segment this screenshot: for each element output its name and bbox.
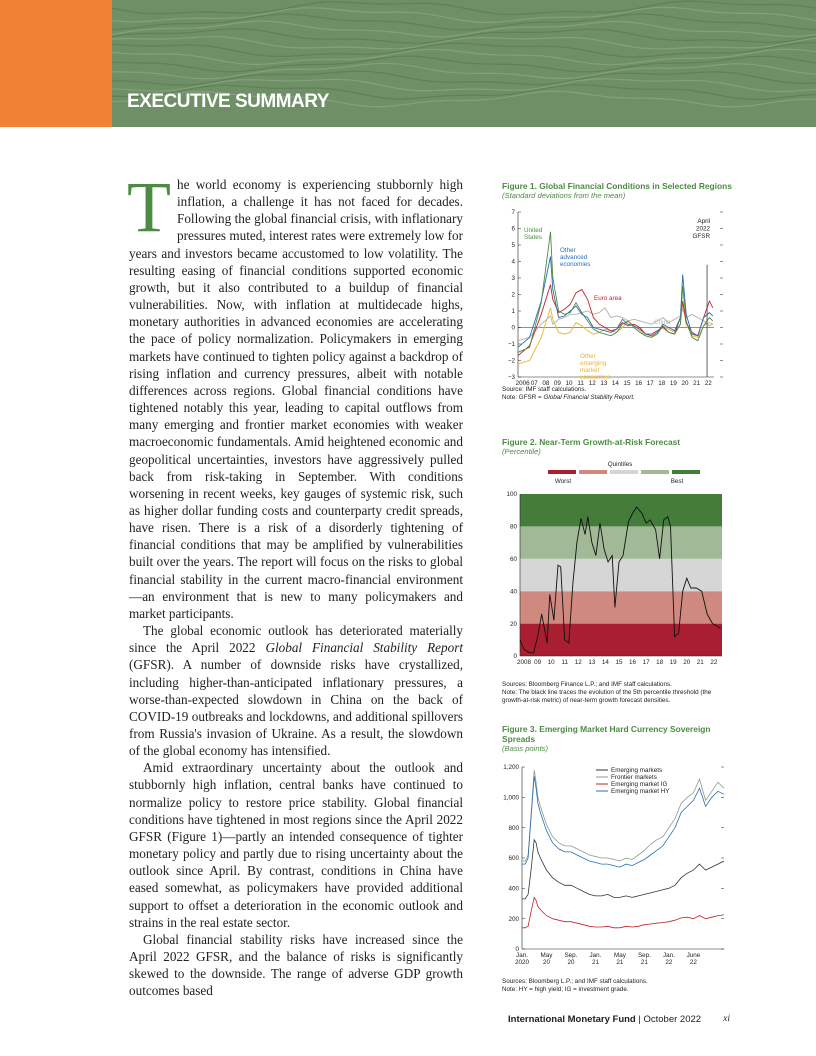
banner-wave-line: [112, 1, 816, 15]
figure-1-series-label-oae: advanced: [560, 254, 588, 261]
banner-wave-line: [112, 7, 816, 22]
figure-1-chart: [502, 200, 732, 386]
figure-3-x-tick-label-month: June: [686, 952, 701, 959]
figure-1-y-tick-label: 5: [511, 242, 515, 250]
figure-1-series-label-oem: Other: [580, 353, 596, 360]
figure-1-x-tick-label: 14: [611, 380, 619, 386]
page-title: EXECUTIVE SUMMARY: [127, 91, 329, 112]
paragraph-2-text-a: The global economic outlook has deteriorated materially since the April 2022: [129, 623, 463, 656]
figure-1-series-label-oae: economies: [560, 261, 591, 268]
figure-1-marker-label: 2022: [695, 225, 710, 233]
figure-3: [502, 724, 732, 994]
figure-1-x-tick-label: 15: [623, 380, 631, 386]
figure-1-y-tick-label: −1: [507, 341, 515, 349]
figure-1-note-prefix: Note: GFSR =: [502, 394, 544, 401]
figure-2-band: [520, 526, 722, 558]
figure-2-source: Sources: Bloomberg Finance L.P.; and IMF staff calculations.: [502, 681, 672, 688]
figure-1-y-tick-label: 3: [511, 275, 515, 283]
figure-3-x-tick-label-month: Jan.: [589, 952, 602, 959]
figure-2-legend-worst: Worst: [554, 478, 572, 485]
banner-wave-line: [112, 43, 816, 58]
page-number: xi: [723, 1014, 730, 1024]
figure-3-chart: [502, 753, 732, 978]
figure-3-series-line: [522, 840, 724, 899]
figure-3-x-tick-label-month: May: [540, 952, 553, 959]
figure-3-legend-label: Emerging markets: [611, 767, 663, 775]
banner-accent: [0, 0, 112, 127]
figure-2-band: [520, 494, 722, 526]
paragraph-2-text-b: (GFSR). A number of downside risks have crystallized, including higher-than-anticipated inflationary pressures, a worse-than-expected slowdown in China on the back of COVID-19 outbreaks and lockdowns, and additional spillovers from Russia's invasion of Ukraine. As a result, the slowdown of the global economy has intensified.: [129, 657, 463, 759]
figure-1-y-tick-label: 1: [511, 308, 515, 316]
figure-1-x-tick-label: 07: [530, 380, 538, 386]
figure-1-subtitle: (Standard deviations from the mean): [502, 191, 626, 200]
figure-2-x-tick-label: 17: [642, 659, 650, 666]
paragraph-2: [129, 622, 463, 759]
figure-3-x-tick-label-year: 20: [542, 959, 550, 966]
figure-2-x-tick-label: 11: [561, 659, 569, 666]
figure-2-x-tick-label: 19: [669, 659, 677, 666]
paragraph-4: Global financial stability risks have increased since the April 2022 GFSR, and the balance of risks is significantly skewed to the downside. The range of adverse GDP growth outcomes based: [129, 931, 463, 999]
figure-1-series-label-us: States: [524, 234, 542, 241]
figure-2-y-tick-label: 100: [506, 491, 517, 499]
figure-2-legend-swatch: [672, 470, 700, 474]
figure-3-x-tick-label-year: 22: [665, 959, 673, 966]
figure-2-band: [520, 624, 722, 656]
figure-2-y-tick-label: 60: [509, 556, 517, 563]
drop-cap: T: [127, 167, 171, 247]
footer-publisher: International Monetary Fund: [508, 1014, 636, 1025]
figure-1-note-italic: Global Financial Stability Report.: [543, 394, 635, 401]
figure-2-x-tick-label: 20: [683, 659, 691, 666]
figure-2-x-tick-label: 10: [547, 659, 555, 666]
figure-3-x-tick-label-year: 20: [567, 959, 575, 966]
figure-2-title: Figure 2. Near-Term Growth-at-Risk Forecast: [502, 437, 681, 447]
figure-3-x-tick-label-year: 2020: [514, 959, 530, 966]
figure-1-x-tick-label: 19: [669, 380, 677, 386]
paragraph-1-text: he world economy is experiencing stubbornly high inflation, a challenge it has not faced for decades. Following the global financial crisis, with inflationary pressures muted, interest rates were extremely low for years and investors became accustomed to low volatility. The resulting easing of financial conditions supported economic growth, but it also contributed to a buildup of financial vulnerabilities. Now, with inflation at multidecade highs, monetary authorities in advanced economies are accelerating the pace of policy normalization. Policymakers in emerging markets have continued to tighten policy against a backdrop of rising inflation and currency pressures, albeit with notable differences across regions. Global financial conditions have tightened notably this year, leading to capital outflows from many emerging and frontier market economies with weaker macroeconomic fundamentals. Amid heightened economic and geopolitical uncertainties, investors have aggressively pulled back from risk-taking in September. With conditions worsening in recent weeks, key gauges of systemic risk, such as higher dollar funding costs and counterparty credit spreads, have risen. There is a risk of a disorderly tightening of financial conditions that may be amplified by vulnerabilities built over the years. The report will focus on the risks to global financial stability in the current macro-financial environment—an environment that is new to many policymakers and market participants.: [129, 177, 463, 621]
figure-3-source: Sources: Bloomberg L.P.; and IMF staff calculations.: [502, 978, 648, 985]
figure-2-x-tick-label: 14: [601, 659, 609, 666]
figure-1-series-label-us: United: [524, 227, 543, 234]
banner-wave-line: [112, 14, 816, 30]
figure-3-y-tick-label: 600: [508, 855, 519, 863]
figure-1-x-tick-label: 12: [588, 380, 596, 386]
figure-3-x-tick-label-month: Sep.: [637, 952, 651, 959]
figure-2-x-tick-label: 09: [534, 659, 542, 666]
figure-2-legend-swatch: [579, 470, 607, 474]
figure-1-series-us: [518, 232, 713, 352]
figure-3-legend-label: Emerging market IG: [611, 781, 668, 789]
figure-1-series-label-oem: market: [580, 367, 600, 374]
figure-2-band: [520, 559, 722, 591]
figure-1-source: Source: IMF staff calculations.: [502, 386, 587, 393]
paragraph-1: [127, 167, 463, 622]
figure-3-y-tick-label: 0: [515, 946, 519, 954]
figure-3-title: Figure 3. Emerging Market Hard Currency Sovereign Spreads: [502, 724, 711, 744]
figure-1-series-label-china: China: [654, 319, 671, 326]
figure-1-x-tick-label: 21: [693, 380, 701, 386]
figure-2-subtitle: (Percentile): [502, 447, 541, 456]
figure-3-y-tick-label: 800: [508, 824, 519, 832]
figure-2-y-tick-label: 0: [513, 653, 517, 661]
figure-1-y-tick-label: 0: [511, 324, 515, 332]
figure-2-legend-best: Best: [670, 478, 684, 485]
figure-3-subtitle: (Basis points): [502, 744, 549, 753]
figure-1-y-tick-label: 4: [511, 258, 515, 266]
figure-3-note: Note: HY = high yield; IG = investment grade.: [502, 986, 629, 993]
figure-3-x-tick-label-month: May: [613, 952, 626, 959]
figure-3-x-tick-label-year: 21: [591, 959, 599, 966]
figure-2-x-tick-label: 18: [656, 659, 664, 666]
figure-2-quintiles-label: Quintiles: [607, 461, 633, 468]
figure-3-y-tick-label: 1,000: [503, 794, 519, 802]
figure-3-x-tick-label-month: Sep.: [564, 952, 578, 959]
figure-1-x-tick-label: 11: [577, 380, 584, 386]
figure-2-x-tick-label: 12: [574, 659, 582, 666]
figure-2-y-tick-label: 20: [509, 620, 517, 628]
figure-1-series-china: [518, 308, 713, 341]
figure-3-x-tick-label-month: Jan.: [662, 952, 675, 959]
figure-2-y-tick-label: 80: [509, 523, 517, 531]
figure-1: [502, 181, 732, 402]
figure-2-x-tick-label: 22: [710, 659, 718, 666]
figure-1-x-tick-label: 13: [600, 380, 608, 386]
figure-1-title: Figure 1. Global Financial Conditions in Selected Regions: [502, 181, 732, 191]
figure-3-y-tick-label: 400: [508, 885, 519, 893]
footer-date: October 2022: [643, 1014, 702, 1025]
figure-1-marker-label: GFSR: [692, 233, 710, 240]
body-text: [127, 167, 463, 1000]
figure-2-legend-swatch: [641, 470, 669, 474]
figure-2-x-tick-label: 16: [629, 659, 637, 666]
figure-2: [502, 437, 732, 705]
footer-credit: International Monetary Fund | October 2022: [508, 1014, 702, 1025]
figure-1-x-tick-label: 20: [681, 380, 689, 386]
figure-1-x-tick-label: 09: [553, 380, 561, 386]
figure-3-legend-label: Frontier markets: [611, 774, 657, 782]
figure-1-series-label-euro: Euro area: [594, 295, 622, 302]
banner-wave-line: [112, 29, 816, 44]
banner-wave-line: [112, 21, 816, 37]
report-title-italic: Global Financial Stability Report: [265, 640, 463, 656]
banner-wave-line: [112, 56, 816, 72]
figure-1-y-tick-label: 7: [511, 209, 515, 217]
figure-1-x-tick-label: 22: [704, 380, 712, 386]
figure-1-x-tick-label: 16: [635, 380, 643, 386]
figure-1-y-tick-label: 6: [511, 225, 515, 233]
paragraph-3: Amid extraordinary uncertainty about the outlook and stubbornly high inflation, central banks have continued to normalize policy to restore price stability. Global financial conditions have tightened in most regions since the April 2022 GFSR (Figure 1)—partly an intended consequence of tighter monetary policy and partly due to rising uncertainty about the outlook since April. By contrast, conditions in China have eased somewhat, as policymakers have provided additional support to offset a deterioration in the economic outlook and strains in the real estate sector.: [129, 760, 463, 930]
figure-1-series-label-oem: emerging: [580, 360, 607, 367]
figure-1-x-tick-label: 17: [646, 380, 654, 386]
figure-2-note: Note: The black line traces the evolution of the 5th percentile threshold (the growth-at-risk metric) of near-term growth forecast densities.: [502, 689, 712, 704]
figure-1-note: [502, 394, 732, 402]
figure-1-y-tick-label: 2: [511, 291, 515, 299]
figure-1-y-tick-label: −2: [507, 357, 515, 365]
figure-1-series-label-oae: Other: [560, 247, 576, 254]
figure-2-x-tick-label: 15: [615, 659, 623, 666]
figure-1-series-label-oem: economies: [580, 374, 611, 381]
figure-3-x-tick-label-year: 21: [616, 959, 624, 966]
figure-2-legend-swatch: [548, 470, 576, 474]
figure-3-x-tick-label-year: 22: [689, 959, 697, 966]
figure-3-legend-label: Emerging market HY: [611, 788, 670, 796]
figure-1-x-tick-label: 08: [542, 380, 550, 386]
figure-1-marker-label: April: [697, 218, 710, 225]
figure-1-y-tick-label: −3: [507, 374, 515, 382]
figure-1-x-tick-label: 18: [658, 380, 666, 386]
figure-2-x-tick-label: 21: [696, 659, 704, 666]
figure-1-x-tick-label: 10: [565, 380, 573, 386]
figure-3-x-tick-label-year: 21: [640, 959, 648, 966]
figure-2-legend-swatch: [610, 470, 638, 474]
figure-3-x-tick-label-month: Jan.: [516, 952, 528, 959]
figure-1-x-tick-label: 2006: [515, 380, 530, 386]
figure-2-y-tick-label: 40: [509, 588, 517, 596]
header-banner: [0, 0, 816, 127]
page-footer: [508, 1014, 730, 1025]
figure-3-series-line: [522, 897, 724, 927]
figure-2-x-tick-label: 2008: [517, 659, 532, 666]
figure-2-x-tick-label: 13: [588, 659, 596, 666]
figure-3-y-tick-label: 200: [508, 915, 519, 923]
figure-3-y-tick-label: 1,200: [503, 764, 519, 772]
figure-2-chart: [502, 456, 732, 681]
